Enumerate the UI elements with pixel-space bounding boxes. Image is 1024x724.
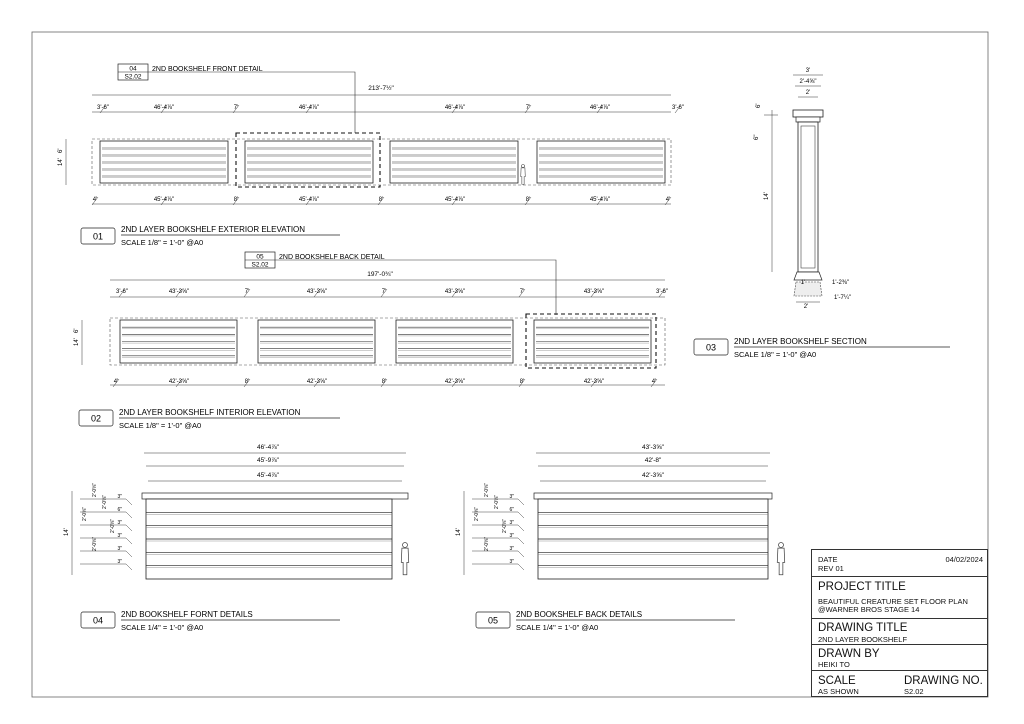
dim-sec-top: 2'-4⅝" xyxy=(799,79,817,85)
bookshelf-unit xyxy=(534,320,651,363)
detail-callout-04[interactable] xyxy=(118,64,355,133)
detail-callout-05[interactable] xyxy=(245,252,556,315)
dim-ladder: 3" xyxy=(509,520,514,526)
scale-figure xyxy=(777,543,784,575)
dim-top: 45'-4⅞" xyxy=(257,472,279,479)
dim-label: 42'-3⅝" xyxy=(444,379,466,385)
view-number: 01 xyxy=(92,231,104,242)
dim-label: 8' xyxy=(244,379,250,385)
drawn-by-value: HEIKI TO xyxy=(818,660,850,669)
date-label: DATE xyxy=(818,555,838,564)
drawing-no-value: S2.02 xyxy=(904,687,924,696)
dim-label: 4' xyxy=(651,379,657,385)
date-value: 04/02/2024 xyxy=(945,555,983,564)
dim-top: 45'-9⅞" xyxy=(257,457,279,464)
dim-sec-side: 14' xyxy=(764,192,770,200)
dim-label: 4' xyxy=(92,197,98,203)
dim-label: 4' xyxy=(113,379,119,385)
dim-label: 8' xyxy=(525,197,531,203)
scale-section xyxy=(812,670,987,697)
dim-label: 8' xyxy=(519,379,525,385)
dim-label: 45'-4⅞" xyxy=(153,197,175,203)
dim-label: 42'-3⅝" xyxy=(583,379,605,385)
dim-sec-bottom: 2' xyxy=(803,304,809,310)
bookshelf-unit xyxy=(100,141,228,183)
drawing-title-section xyxy=(812,618,987,644)
bookshelf-unit xyxy=(537,141,665,183)
dim-label: 46'-4⅞" xyxy=(589,105,611,111)
dim-ladder: 3" xyxy=(509,546,514,552)
dim-side-14ft: 14' xyxy=(58,158,64,166)
dim-ladder: 3" xyxy=(117,546,122,552)
dim-label: 45'-4⅞" xyxy=(589,197,611,203)
view-scale: SCALE 1/8" = 1'-0" @A0 xyxy=(119,421,202,430)
dim-height: 14' xyxy=(64,528,70,536)
dim-ladder: 3" xyxy=(509,559,514,565)
dim-side-14ft: 14' xyxy=(74,338,80,346)
dim-total: 213'-7½" xyxy=(368,85,394,92)
dim-label: 3'-6" xyxy=(116,289,128,295)
interior-elevation xyxy=(74,252,668,387)
dim-ladder: 2'-0⅝" xyxy=(92,482,98,497)
dim-side-6ft: 6' xyxy=(74,328,80,333)
view-title: 2ND LAYER BOOKSHELF SECTION xyxy=(734,337,867,346)
view-label-05 xyxy=(476,610,735,632)
project-line-1: BEAUTIFUL CREATURE SET FLOOR PLAN xyxy=(818,597,968,606)
dim-top: 46'-4⅞" xyxy=(257,444,279,451)
dim-ladder: 3" xyxy=(117,559,122,565)
drawn-by-label: DRAWN BY xyxy=(818,648,880,660)
dim-total: 197'-0¾" xyxy=(367,271,393,278)
scale-value: AS SHOWN xyxy=(818,687,859,696)
dim-label: 46'-4⅞" xyxy=(444,105,466,111)
dim-ladder: 2'-0⅝" xyxy=(474,506,480,521)
dim-ladder: 3" xyxy=(509,494,514,500)
dim-height: 14' xyxy=(456,528,462,536)
dim-label: 3'-6" xyxy=(672,105,684,111)
view-label-03 xyxy=(694,337,950,359)
view-label-02 xyxy=(79,408,340,430)
dim-sec-side: 6" xyxy=(754,134,760,140)
bookshelf-unit xyxy=(390,141,518,183)
dim-label: 42'-3⅝" xyxy=(306,379,328,385)
drawing-title-label: DRAWING TITLE xyxy=(818,622,908,634)
dim-ladder: 6" xyxy=(117,507,122,513)
dim-label: 8' xyxy=(381,379,387,385)
bookshelf-unit xyxy=(258,320,375,363)
bookshelf-section xyxy=(754,68,851,310)
drawn-by-section xyxy=(812,644,987,670)
dim-label: 8' xyxy=(233,197,239,203)
dim-label: 7' xyxy=(381,289,387,295)
dim-sec-bottom: 1'-2⅜" xyxy=(832,280,849,286)
dim-ladder: 3" xyxy=(509,533,514,539)
dim-label: 3'-6" xyxy=(656,289,668,295)
dim-label: 43'-3⅝" xyxy=(583,289,605,295)
dim-label: 8' xyxy=(378,197,384,203)
dim-sec-bottom: 1' xyxy=(800,280,806,286)
dim-ladder: 3" xyxy=(117,494,122,500)
scale-figure xyxy=(401,543,408,575)
dim-label: 7' xyxy=(519,289,525,295)
dim-ladder: 2'-0⅝" xyxy=(82,506,88,521)
view-number: 02 xyxy=(90,413,102,424)
dim-sec-top: 3' xyxy=(805,68,811,74)
exterior-elevation xyxy=(58,64,684,205)
dim-label: 7' xyxy=(233,105,239,111)
drawing-title-value: 2ND LAYER BOOKSHELF xyxy=(818,635,908,644)
dim-ladder: 2'-0⅝" xyxy=(484,482,490,497)
view-title: 2ND BOOKSHELF BACK DETAILS xyxy=(516,610,643,619)
view-scale: SCALE 1/8" = 1'-0" @A0 xyxy=(734,350,817,359)
callout-title: 2ND BOOKSHELF FRONT DETAIL xyxy=(152,66,263,73)
dim-sec-side: 6' xyxy=(756,103,762,108)
dim-top: 42'-8" xyxy=(644,457,662,464)
dim-label: 3'-6" xyxy=(97,105,109,111)
dim-label: 43'-3⅝" xyxy=(444,289,466,295)
view-label-01 xyxy=(81,225,340,247)
drawing-no-label: DRAWING NO. xyxy=(904,675,983,687)
dim-top: 43'-3⅝" xyxy=(642,444,664,451)
dim-sec-top: 2' xyxy=(805,90,811,96)
view-number: 03 xyxy=(705,342,717,353)
dim-label: 46'-4⅞" xyxy=(153,105,175,111)
view-number: 04 xyxy=(92,615,104,626)
dim-label: 43'-3⅝" xyxy=(306,289,328,295)
front-detail xyxy=(64,444,409,579)
view-scale: SCALE 1/4" = 1'-0" @A0 xyxy=(516,623,599,632)
dim-ladder: 2'-0⅝" xyxy=(110,518,116,533)
dim-ladder: 3" xyxy=(117,520,122,526)
dim-top: 42'-3⅝" xyxy=(642,472,664,479)
dim-label: 43'-3⅝" xyxy=(168,289,190,295)
dim-ladder: 2'-0⅝" xyxy=(102,494,108,509)
title-block xyxy=(811,549,988,697)
bookshelf-unit xyxy=(245,141,373,183)
view-label-04 xyxy=(81,610,340,632)
dim-label: 46'-4⅞" xyxy=(298,105,320,111)
revision: REV 01 xyxy=(818,564,844,573)
dim-label: 7' xyxy=(244,289,250,295)
project-line-2: @WARNER BROS STAGE 14 xyxy=(818,605,920,614)
dim-label: 7' xyxy=(525,105,531,111)
view-title: 2ND LAYER BOOKSHELF EXTERIOR ELEVATION xyxy=(121,225,306,234)
dim-label: 42'-3⅝" xyxy=(168,379,190,385)
view-scale: SCALE 1/8" = 1'-0" @A0 xyxy=(121,238,204,247)
view-number: 05 xyxy=(487,615,499,626)
dim-ladder: 2'-0⅝" xyxy=(494,494,500,509)
dim-label: 45'-4⅞" xyxy=(298,197,320,203)
dim-ladder: 2'-0⅝" xyxy=(92,536,98,551)
callout-number: 04 xyxy=(129,65,137,73)
dim-ladder: 2'-0⅝" xyxy=(484,536,490,551)
dim-ladder: 6" xyxy=(509,507,514,513)
view-scale: SCALE 1/4" = 1'-0" @A0 xyxy=(121,623,204,632)
dim-ladder: 3" xyxy=(117,533,122,539)
dim-label: 45'-4⅞" xyxy=(444,197,466,203)
dim-ladder: 2'-0⅝" xyxy=(502,518,508,533)
project-section xyxy=(812,576,987,618)
view-title: 2ND LAYER BOOKSHELF INTERIOR ELEVATION xyxy=(119,408,301,417)
bookshelf-unit xyxy=(396,320,513,363)
project-title-label: PROJECT TITLE xyxy=(818,581,906,593)
view-title: 2ND BOOKSHELF FORNT DETAILS xyxy=(121,610,253,619)
callout-title: 2ND BOOKSHELF BACK DETAIL xyxy=(279,254,385,261)
scale-label: SCALE xyxy=(818,675,856,687)
scale-figure xyxy=(521,164,526,184)
callout-sheet: S2.02 xyxy=(251,261,269,269)
callout-number: 05 xyxy=(256,253,264,261)
back-detail xyxy=(456,444,785,579)
dim-side-6ft: 6' xyxy=(58,148,64,153)
dim-sec-bottom: 1'-7¼" xyxy=(834,295,851,301)
callout-sheet: S2.02 xyxy=(124,73,142,81)
bookshelf-unit xyxy=(120,320,237,363)
dim-label: 4' xyxy=(665,197,671,203)
